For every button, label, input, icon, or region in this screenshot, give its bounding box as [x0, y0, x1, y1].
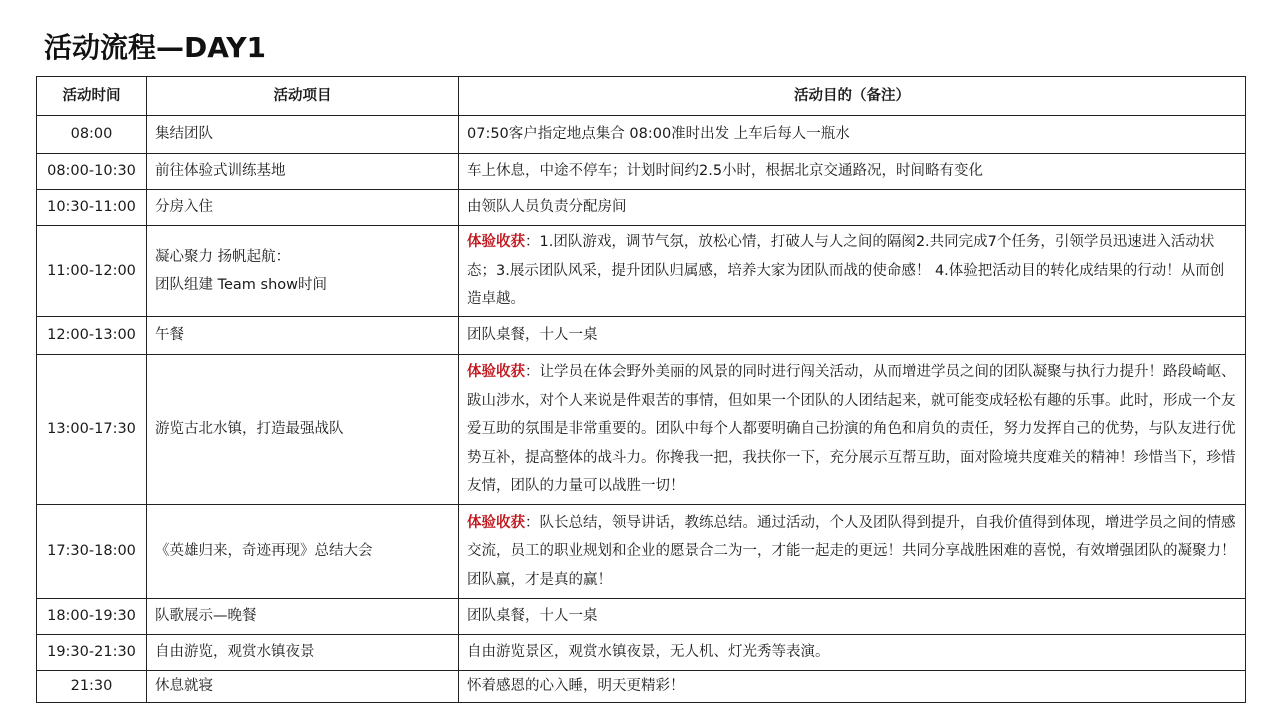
row-item-line2: 团队组建 Team show时间 [155, 277, 328, 293]
note-highlight-label: 体验收获 [467, 514, 525, 531]
table-row [37, 226, 1246, 317]
row-item: 集结团队 [147, 116, 459, 154]
note-highlight-label: 体验收获 [467, 364, 525, 381]
row-note: 团队桌餐，十人一桌 [459, 317, 1246, 355]
header-time: 活动时间 [37, 77, 147, 116]
table-row [37, 154, 1246, 190]
row-item: 前往体验式训练基地 [147, 154, 459, 190]
page-title: 活动流程—DAY1 [44, 31, 266, 64]
row-note [459, 355, 1246, 505]
row-time: 12:00-13:00 [37, 317, 147, 355]
note-text: ：让学员在体会野外美丽的风景的同时进行闯关活动，从而增进学员之间的团队凝聚与执行力提升！路段崎岖、跋山涉水，对个人来说是件艰苦的事情，但如果一个团队的人团结起来，就可能变成轻松有趣的乐事。此时，形成一个友爱互助的氛围是非常重要的。团队中每个人都要明确自己扮演的角色和肩负的责任，努力发挥自己的优势，与队友进行优势互补，提高整体的战斗力。你搀我一把，我扶你一下，充分展示互帮互助，面对险境共度难关的精神！珍惜当下，珍惜友情，团队的力量可以战胜一切！ [467, 364, 1236, 495]
row-note: 自由游览景区，观赏水镇夜景，无人机、灯光秀等表演。 [459, 635, 1246, 671]
note-highlight-label: 体验收获 [467, 234, 525, 251]
row-note: 怀着感恩的心入睡，明天更精彩！ [459, 671, 1246, 703]
row-note: 由领队人员负责分配房间 [459, 190, 1246, 226]
row-item: 游览古北水镇，打造最强战队 [147, 355, 459, 505]
header-note: 活动目的（备注） [459, 77, 1246, 116]
table-row [37, 355, 1246, 505]
table-row [37, 635, 1246, 671]
row-item: 午餐 [147, 317, 459, 355]
note-text: ：1.团队游戏，调节气氛，放松心情，打破人与人之间的隔阂2.共同完成7个任务，引领学员迅速进入活动状态；3.展示团队风采，提升团队归属感，培养大家为团队而战的使命感！ 4.体验把活动目的转化成结果的行动！从而创造卓越。 [467, 234, 1225, 308]
row-time: 11:00-12:00 [37, 226, 147, 317]
header-item: 活动项目 [147, 77, 459, 116]
table-row [37, 599, 1246, 635]
row-note: 团队桌餐，十人一桌 [459, 599, 1246, 635]
row-item: 分房入住 [147, 190, 459, 226]
row-note: 07:50客户指定地点集合 08:00准时出发 上车后每人一瓶水 [459, 116, 1246, 154]
schedule-table [36, 76, 1246, 703]
row-note [459, 226, 1246, 317]
row-time: 08:00 [37, 116, 147, 154]
table-row [37, 116, 1246, 154]
row-item: 《英雄归来，奇迹再现》总结大会 [147, 505, 459, 599]
row-item-line1: 凝心聚力 扬帆起航： [155, 248, 291, 265]
row-time: 18:00-19:30 [37, 599, 147, 635]
table-row [37, 505, 1246, 599]
table-row [37, 190, 1246, 226]
row-time: 13:00-17:30 [37, 355, 147, 505]
row-time: 21:30 [37, 671, 147, 703]
row-time: 17:30-18:00 [37, 505, 147, 599]
row-time: 19:30-21:30 [37, 635, 147, 671]
row-item: 休息就寝 [147, 671, 459, 703]
row-item: 自由游览，观赏水镇夜景 [147, 635, 459, 671]
row-time: 08:00-10:30 [37, 154, 147, 190]
row-item: 队歌展示—晚餐 [147, 599, 459, 635]
row-note [459, 505, 1246, 599]
row-note: 车上休息，中途不停车；计划时间约2.5小时，根据北京交通路况，时间略有变化 [459, 154, 1246, 190]
table-row [37, 671, 1246, 703]
row-item [147, 226, 459, 317]
table-row [37, 317, 1246, 355]
note-text: ：队长总结，领导讲话，教练总结。通过活动，个人及团队得到提升，自我价值得到体现，增进学员之间的情感交流，员工的职业规划和企业的愿景合二为一，才能一起走的更远！共同分享战胜困难的喜悦，有效增强团队的凝聚力！团队赢，才是真的赢！ [467, 514, 1236, 588]
table-header-row [37, 77, 1246, 116]
row-time: 10:30-11:00 [37, 190, 147, 226]
